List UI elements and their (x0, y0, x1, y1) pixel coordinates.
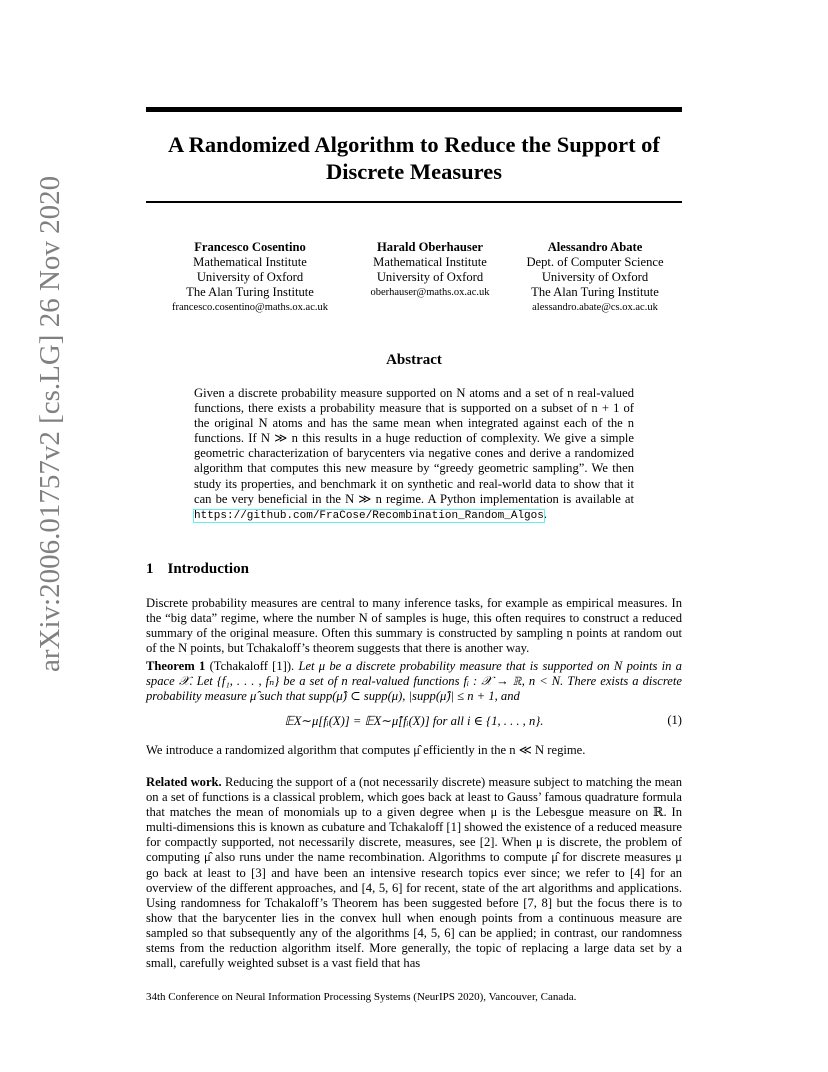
theorem-1 (146, 659, 682, 704)
equation-content: 𝔼X∼μ[fᵢ(X)] = 𝔼X∼μ̂[fᵢ(X)] for all i ∈ {1, . . . , n}. (284, 714, 544, 728)
author-name: Alessandro Abate (547, 240, 643, 254)
title-bottom-rule (146, 201, 682, 203)
theorem-attribution[interactable]: (Tchakaloff [1]). (209, 659, 295, 673)
section-heading (146, 561, 249, 578)
affiliation-line: University of Oxford (541, 270, 649, 284)
affiliation-line: The Alan Turing Institute (531, 285, 659, 299)
author-1 (150, 240, 350, 315)
section-number: 1 (146, 561, 154, 577)
author-email[interactable]: francesco.cosentino@maths.ox.ac.uk (171, 302, 329, 313)
abstract-text: Given a discrete probability measure supported on N atoms and a set of n real-valued functions, there exists a probability measure that is supported on a subset of n + 1 of the original N atoms and has the same mean when integrated against each of the n functions. If N ≫ n this results in a huge reduction of complexity. We give a simple geometric characterization of barycenters via negative cones and derive a randomized algorithm that computes this new measure by “greedy geometric sampling”. We then study its properties, and benchmark it on synthetic and real-world data to show that it can be very beneficial in the N ≫ n regime. A Python implementation is available at (194, 386, 634, 506)
abstract-body: Given a discrete probability measure supported on N atoms and a set of n real-valued functions, there exists a probability measure that is supported on a subset of n + 1 of the original N atoms and has the same mean when integrated against each of the n functions. If N ≫ n this results in a huge reduction of complexity. We give a simple geometric characterization of barycenters via negative cones and derive a randomized algorithm that computes this new measure by “greedy geometric sampling”. We then study its properties, and benchmark it on synthetic and real-world data to show that it can be very beneficial in the N ≫ n regime. A Python implementation is available at https://github.com/FraCose/Recombination_Random_Algos. (194, 386, 634, 522)
abstract-heading: Abstract (386, 352, 442, 368)
title-top-rule (146, 107, 682, 112)
affiliation-line: University of Oxford (376, 270, 484, 284)
related-work-heading: Related work. (146, 775, 222, 789)
affiliation-line: Mathematical Institute (373, 255, 487, 269)
affiliation-line: The Alan Turing Institute (186, 285, 314, 299)
section-title: Introduction (167, 561, 249, 577)
arxiv-identifier: arXiv:2006.01757v2 [cs.LG] 26 Nov 2020 (34, 175, 66, 672)
affiliation-line: Dept. of Computer Science (526, 255, 664, 269)
theorem-label: Theorem 1 (146, 659, 206, 673)
affiliation-line: University of Oxford (196, 270, 304, 284)
method-paragraph: We introduce a randomized algorithm that computes μ̂ efficiently in the n ≪ N regime. (146, 743, 586, 757)
author-name: Harald Oberhauser (377, 240, 483, 254)
equation-number: (1) (667, 713, 682, 727)
intro-paragraph: Discrete probability measures are central to many inference tasks, for example as empirical measures. In the “big data” regime, where the number N of samples is huge, this often requires to construct a reduced summary of the original measure. Often this summary is constructed by sampling n points at random out of the N points, but Tchakaloff’s theorem suggests that there is another way. (146, 596, 682, 656)
paper-title: A Randomized Algorithm to Reduce the Support of Discrete Measures (168, 132, 660, 184)
author-name: Francesco Cosentino (194, 240, 306, 254)
related-work-paragraph (146, 775, 682, 971)
author-email[interactable]: oberhauser@maths.ox.ac.uk (370, 287, 490, 298)
author-email[interactable]: alessandro.abate@cs.ox.ac.uk (532, 302, 658, 313)
equation-1 (146, 713, 682, 729)
affiliation-line: Mathematical Institute (193, 255, 307, 269)
github-link[interactable]: https://github.com/FraCose/Recombination_Random_Algos (194, 509, 544, 522)
author-2 (345, 240, 515, 300)
related-work-body: Reducing the support of a (not necessarily discrete) measure subject to matching the mean on a set of functions is a classical problem, which goes back at least to Gauss’ famous quadrature formula that matches the mean of monomials up to a given degree when μ is the Lebesgue measure on ℝ. In multi-dimensions this is known as cubature and Tchakaloff [1] showed the existence of a reduced measure for compactly supported, not necessarily discrete, measures, see [2]. When μ is discrete, the problem of computing μ̂ also runs under the name recombination. Algorithms to compute μ̂ for discrete measures μ go back at least to [3] and have been an intensive research topics ever since; we refer to [4] for an overview of the different approaches, and [4, 5, 6] for recent, state of the art algorithms and applications. Using randomness for Tchakaloff’s Theorem has been suggested before [7, 8] but the focus there is to show that the barycenter lies in the convex hull when enough points from a continuous measure are sampled so that subsequently any of the algorithms [4, 5, 6] can be applied; in contrast, our randomness stems from the reduction algorithm itself. More generally, the topic of replacing a large data set by a small, carefully weighted subset is a vast field that has (146, 775, 682, 971)
theorem-body: Let μ be a discrete probability measure that is supported on N points in a space 𝒳. Let {f₁, . . . , fₙ} be a set of n real-valued functions fᵢ : 𝒳 → ℝ, n < N. There exists a discrete probability measure μ̂ such that supp(μ̂) ⊂ supp(μ), |supp(μ̂)| ≤ n + 1, and (146, 659, 682, 704)
conference-footer: 34th Conference on Neural Information Processing Systems (NeurIPS 2020), Vancouver, Canada. (146, 991, 577, 1003)
author-3 (505, 240, 685, 315)
